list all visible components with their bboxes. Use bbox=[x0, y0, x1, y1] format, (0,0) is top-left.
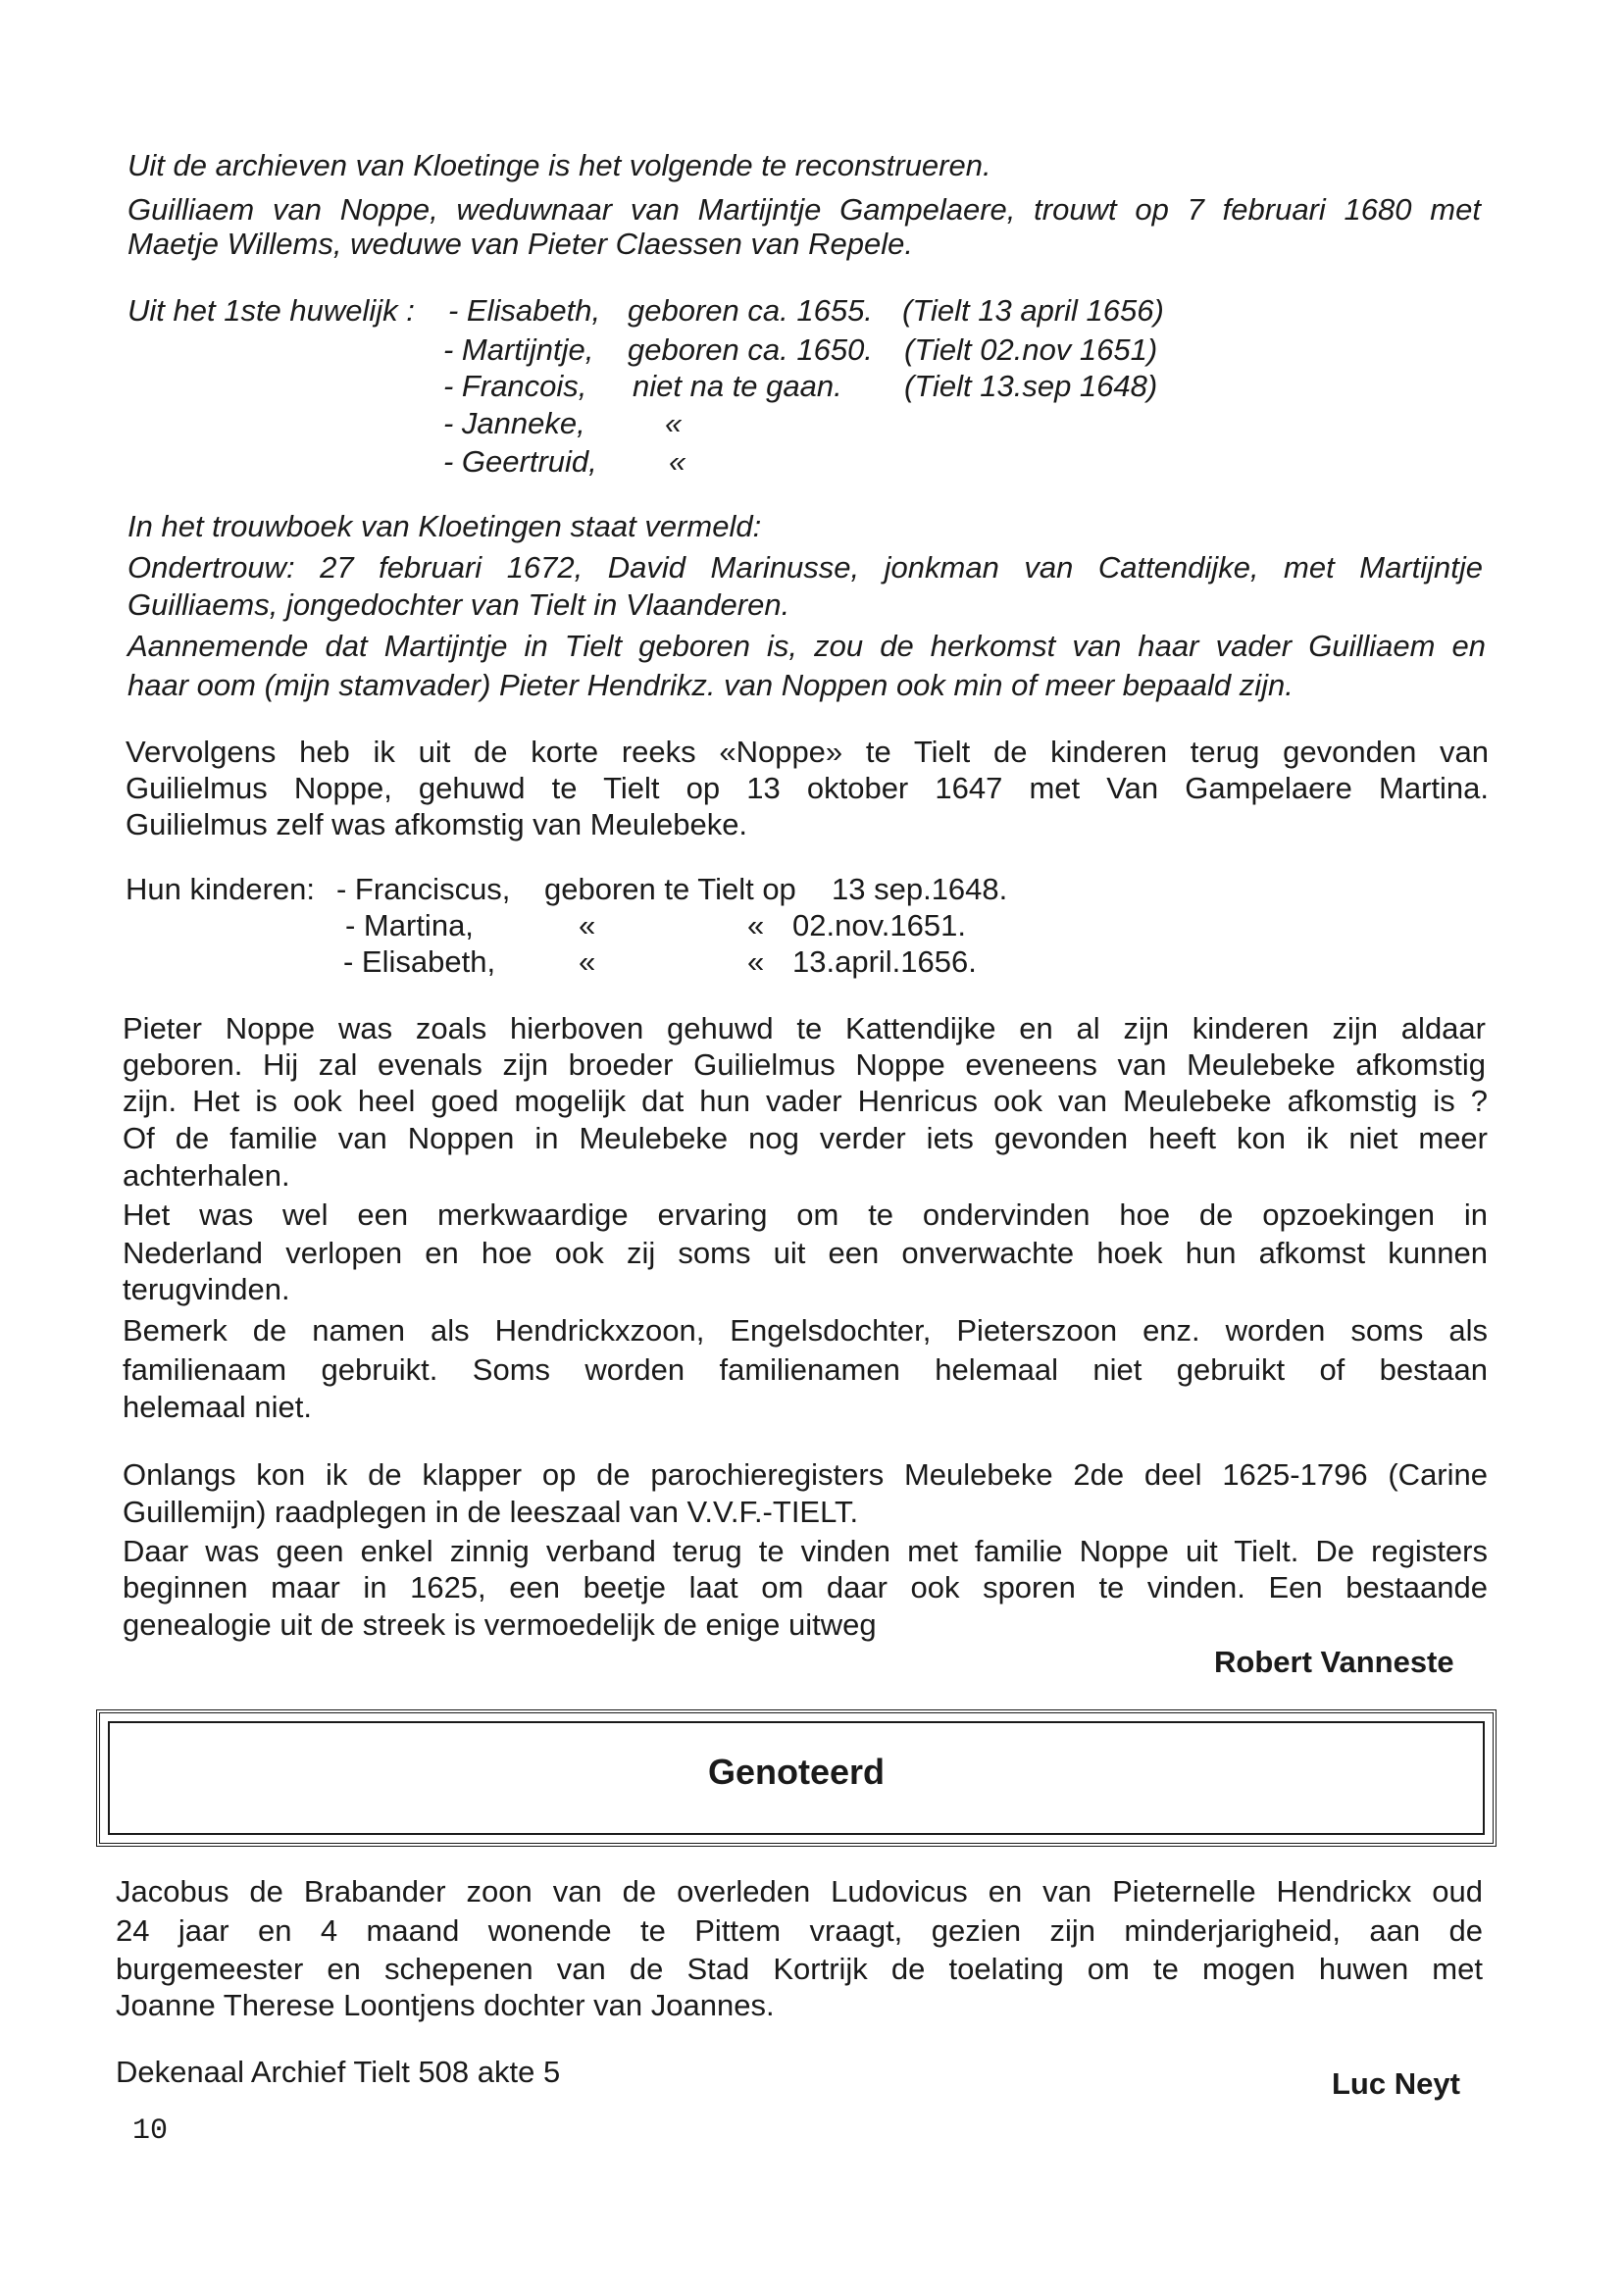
genoteerd-line: Jacobus de Brabander zoon van de overleden Ludovicus en van Pieternelle Hendrickx oud bbox=[116, 1874, 1483, 1909]
onlangs-line: Guillemijn) raadplegen in de leeszaal van V.V.F.-TIELT. bbox=[123, 1495, 859, 1529]
intro-line: Guilliaem van Noppe, weduwnaar van Martijntje Gampelaere, trouwt op 7 februari 1680 met bbox=[127, 192, 1481, 227]
trouwboek-line: Guilliaems, jongedochter van Tielt in Vlaanderen. bbox=[127, 587, 790, 622]
trouwboek-line: Ondertrouw: 27 februari 1672, David Marinusse, jonkman van Cattendijke, met Martijntje bbox=[127, 550, 1483, 585]
kind-name: - Elisabeth, bbox=[343, 944, 496, 979]
kind-date: 13 sep.1648. bbox=[832, 872, 1008, 906]
child-info: geboren ca. 1655. bbox=[628, 293, 873, 328]
kind-col1: « bbox=[579, 944, 596, 979]
intro-line: Maetje Willems, weduwe van Pieter Claessen van Repele. bbox=[127, 227, 913, 261]
genoteerd-line: burgemeester en schepenen van de Stad Kortrijk de toelating om te mogen huwen met bbox=[116, 1952, 1483, 1986]
genoteerd-line: 24 jaar en 4 maand wonende te Pittem vraagt, gezien zijn minderjarigheid, aan de bbox=[116, 1913, 1483, 1948]
trouwboek-line: haar oom (mijn stamvader) Pieter Hendrikz. van Noppen ook min of meer bepaald zijn. bbox=[127, 668, 1294, 702]
pieter-line: Bemerk de namen als Hendrickxzoon, Engelsdochter, Pieterszoon enz. worden soms als bbox=[123, 1313, 1488, 1348]
author-robert: Robert Vanneste bbox=[1214, 1645, 1454, 1679]
child-tielt: (Tielt 02.nov 1651) bbox=[904, 332, 1158, 367]
section-title: Genoteerd bbox=[707, 1752, 886, 1792]
hun-kinderen-label: Hun kinderen: bbox=[126, 872, 316, 906]
kind-name: - Martina, bbox=[345, 908, 474, 942]
onlangs-line: genealogie uit de streek is vermoedelijk de enige uitweg bbox=[123, 1607, 877, 1642]
child-tielt: (Tielt 13.sep 1648) bbox=[904, 369, 1158, 403]
child-name: - Elisabeth, bbox=[448, 293, 601, 328]
vervolgens-line: Vervolgens heb ik uit de korte reeks «Noppe» te Tielt de kinderen terug gevonden van bbox=[126, 735, 1489, 769]
pieter-line: Pieter Noppe was zoals hierboven gehuwd te Kattendijke en al zijn kinderen zijn aldaar bbox=[123, 1011, 1486, 1045]
pieter-line: familienaam gebruikt. Soms worden familienamen helemaal niet gebruikt of bestaan bbox=[123, 1352, 1488, 1387]
pieter-line: Of de familie van Noppen in Meulebeke nog verder iets gevonden heeft kon ik niet meer bbox=[123, 1121, 1488, 1155]
pieter-line: helemaal niet. bbox=[123, 1390, 313, 1424]
child-info: niet na te gaan. bbox=[633, 369, 842, 403]
source-reference: Dekenaal Archief Tielt 508 akte 5 bbox=[116, 2055, 561, 2089]
intro-line: Uit de archieven van Kloetinge is het volgende te reconstrueren. bbox=[127, 148, 991, 182]
trouwboek-line: Aannemende dat Martijntje in Tielt geboren is, zou de herkomst van haar vader Guilliaem en bbox=[127, 629, 1486, 663]
onlangs-line: Daar was geen enkel zinnig verband terug te vinden met familie Noppe uit Tielt. De registers bbox=[123, 1534, 1488, 1568]
child-tielt: (Tielt 13 april 1656) bbox=[902, 293, 1164, 328]
child-name: - Martijntje, bbox=[443, 332, 594, 367]
kind-col2: « bbox=[747, 944, 765, 979]
child-info: « bbox=[669, 444, 686, 479]
child-info: geboren ca. 1650. bbox=[628, 332, 873, 367]
pieter-line: terugvinden. bbox=[123, 1272, 290, 1306]
child-name: - Janneke, bbox=[443, 406, 585, 440]
genoteerd-line: Joanne Therese Loontjens dochter van Joannes. bbox=[116, 1988, 775, 2022]
child-info: « bbox=[665, 406, 683, 440]
child-name: - Francois, bbox=[443, 369, 587, 403]
onlangs-line: beginnen maar in 1625, een beetje laat om daar ook sporen te vinden. Een bestaande bbox=[123, 1570, 1488, 1604]
page-number: 10 bbox=[132, 2114, 169, 2148]
kind-col2: « bbox=[747, 908, 765, 942]
kind-date: 02.nov.1651. bbox=[792, 908, 966, 942]
kind-col1: geboren te Tielt op bbox=[544, 872, 796, 906]
section-frame bbox=[96, 1709, 1497, 1847]
kind-date: 13.april.1656. bbox=[792, 944, 977, 979]
trouwboek-line: In het trouwboek van Kloetingen staat vermeld: bbox=[127, 509, 762, 543]
kind-col1: « bbox=[579, 908, 596, 942]
author-luc: Luc Neyt bbox=[1332, 2066, 1460, 2101]
vervolgens-line: Guilielmus Noppe, gehuwd te Tielt op 13 oktober 1647 met Van Gampelaere Martina. bbox=[126, 771, 1489, 805]
vervolgens-line: Guilielmus zelf was afkomstig van Meulebeke. bbox=[126, 807, 748, 841]
pieter-line: geboren. Hij zal evenals zijn broeder Guilielmus Noppe eveneens van Meulebeke afkomstig bbox=[123, 1047, 1486, 1082]
pieter-line: zijn. Het is ook heel goed mogelijk dat hun vader Henricus ook van Meulebeke afkomstig is ? bbox=[123, 1084, 1488, 1118]
pieter-line: achterhalen. bbox=[123, 1158, 290, 1193]
child-name: - Geertruid, bbox=[443, 444, 597, 479]
first-marriage-label: Uit het 1ste huwelijk : bbox=[127, 293, 415, 328]
pieter-line: Het was wel een merkwaardige ervaring om te ondervinden hoe de opzoekingen in bbox=[123, 1197, 1488, 1232]
pieter-line: Nederland verlopen en hoe ook zij soms uit een onverwachte hoek hun afkomst kunnen bbox=[123, 1236, 1488, 1270]
onlangs-line: Onlangs kon ik de klapper op de parochieregisters Meulebeke 2de deel 1625-1796 (Carine bbox=[123, 1457, 1488, 1492]
kind-name: - Franciscus, bbox=[336, 872, 511, 906]
